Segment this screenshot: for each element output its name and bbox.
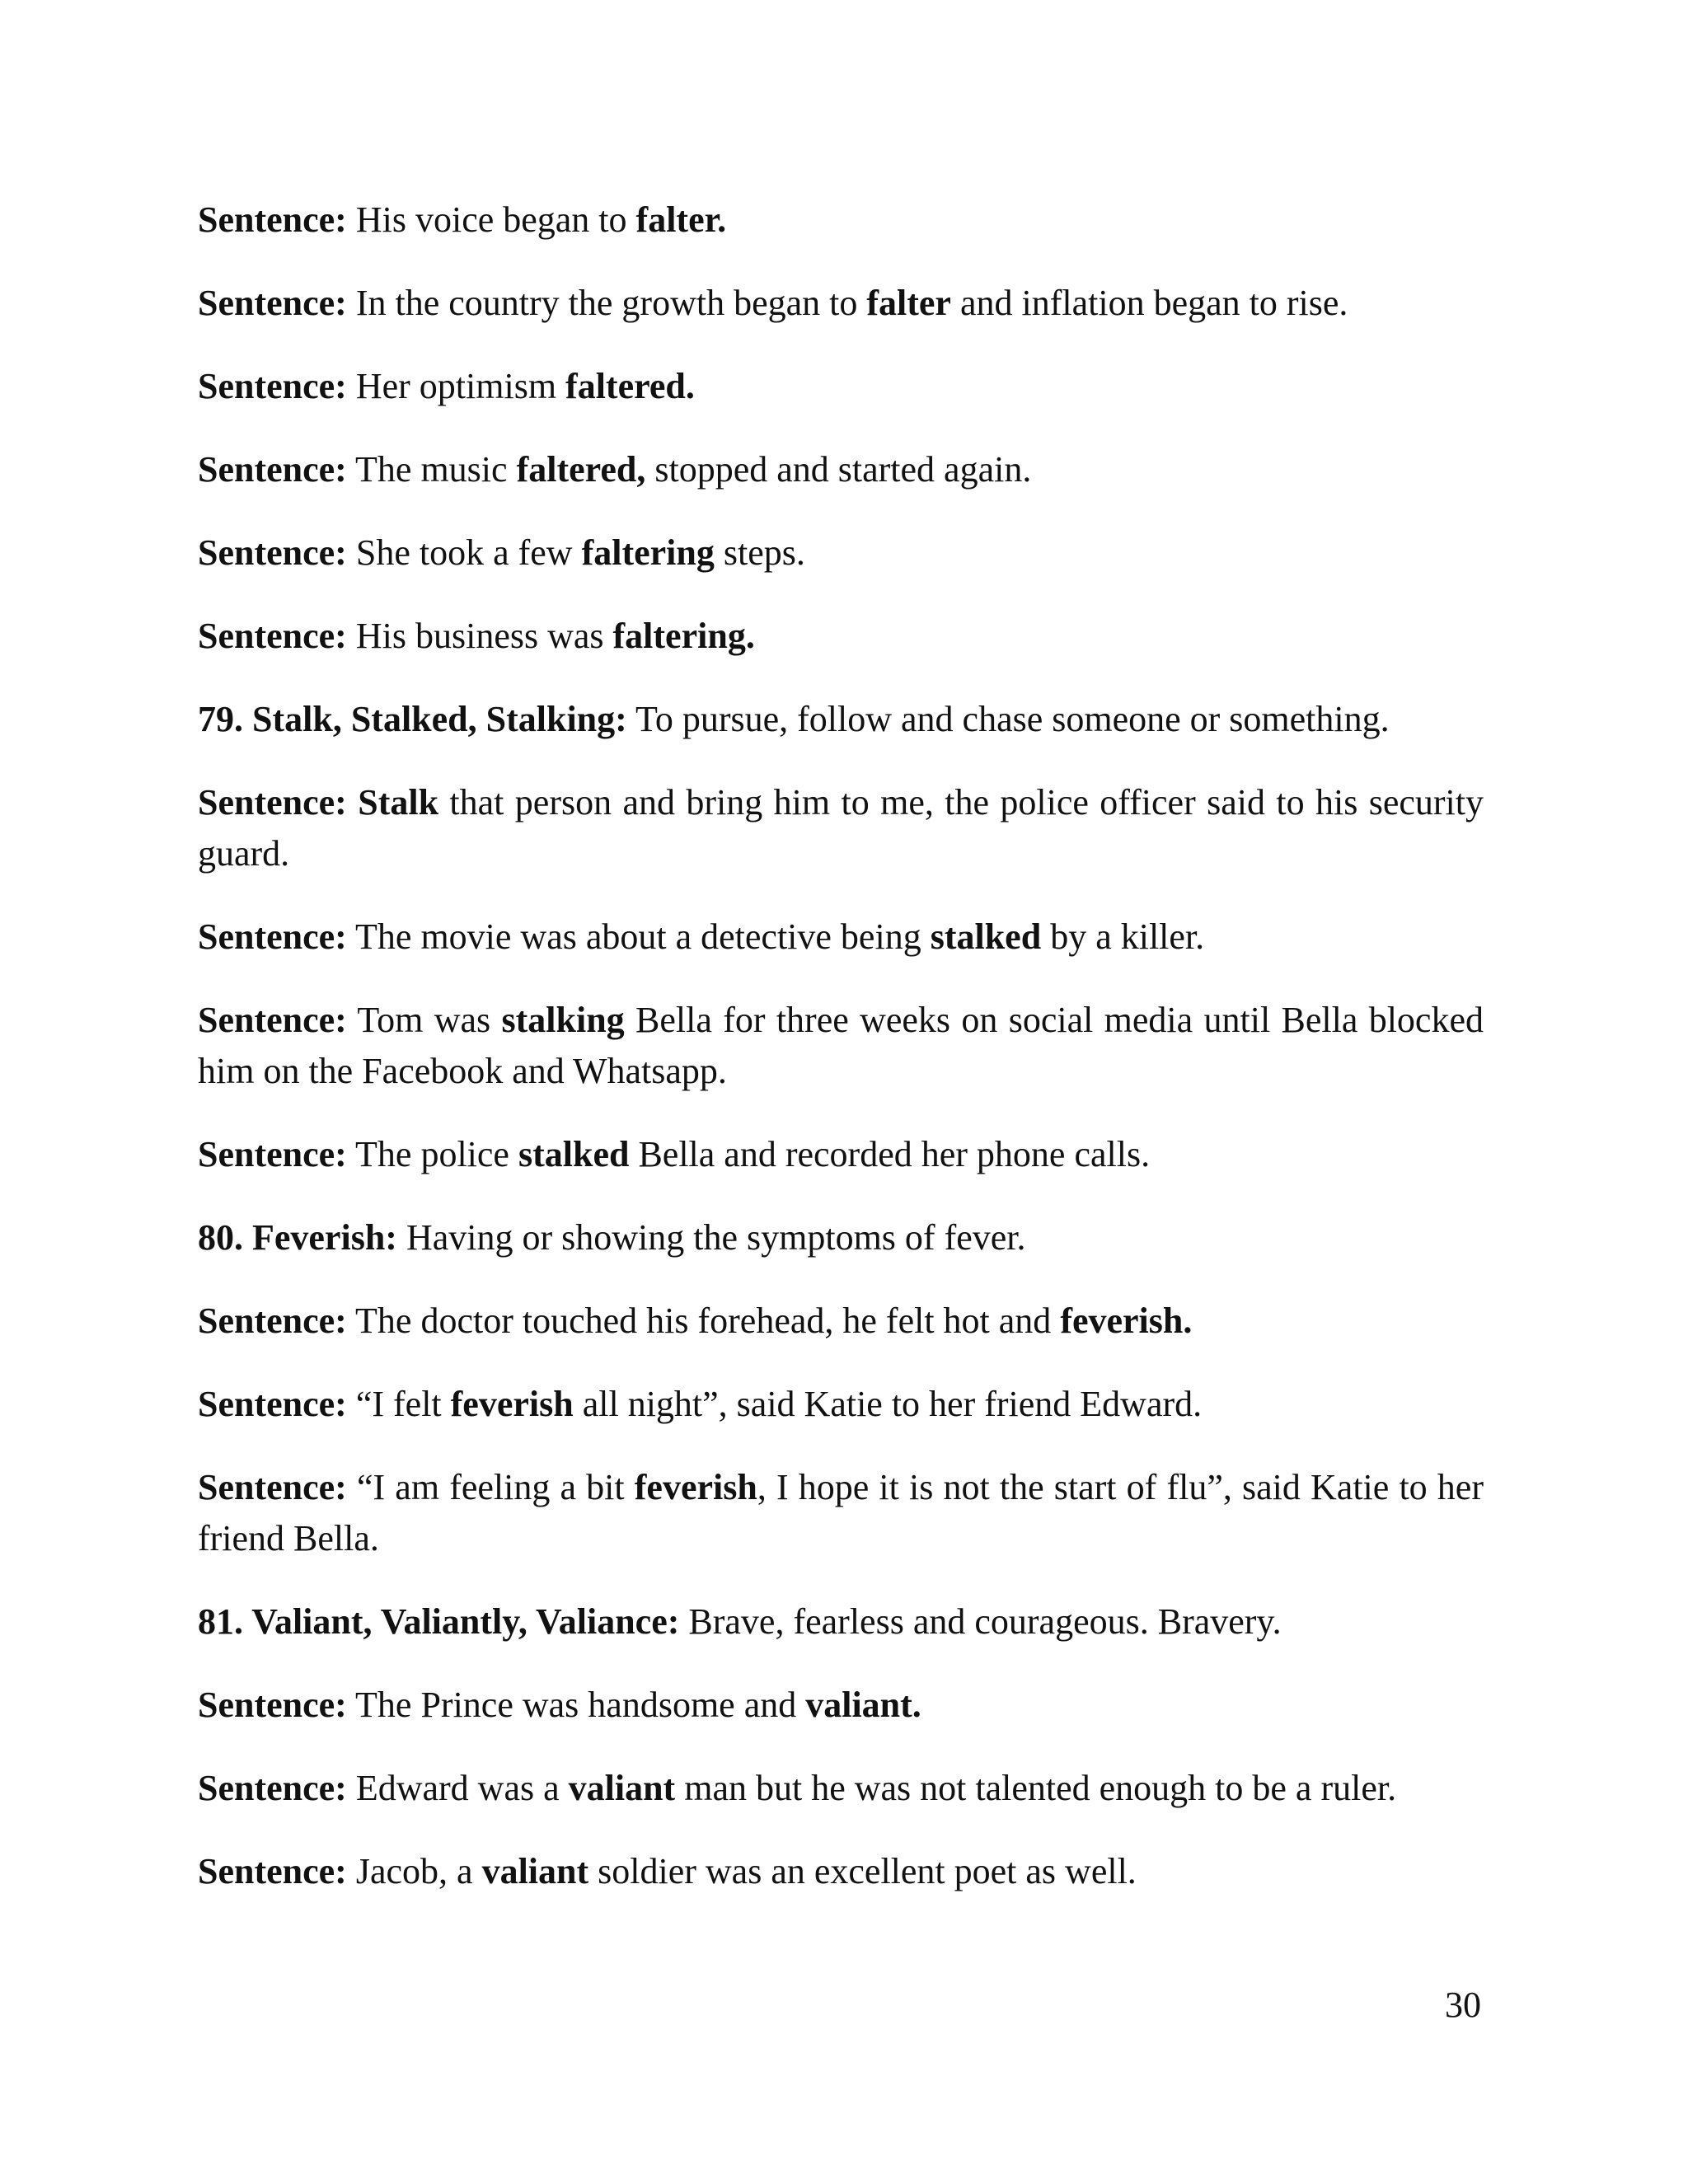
paragraph: [198, 278, 1484, 329]
text-run: man but he was not talented enough to be a ruler.: [675, 1768, 1397, 1808]
text-run: Bella and recorded her phone calls.: [629, 1134, 1151, 1174]
paragraph: [198, 1462, 1484, 1564]
paragraph: [198, 444, 1484, 495]
bold-text: stalked: [518, 1134, 630, 1174]
text-run: “I am feeling a bit: [346, 1467, 635, 1507]
bold-text: falter.: [635, 199, 727, 240]
text-run: Her optimism: [346, 366, 566, 406]
text-run: In the country the growth began to: [346, 283, 867, 323]
bold-text: faltering.: [612, 616, 755, 656]
text-run: that person and bring him to me, the police officer said to his security guard.: [198, 782, 1484, 874]
bold-text: feverish.: [1060, 1301, 1193, 1341]
text-run: and inflation began to rise.: [950, 283, 1348, 323]
page-number: 30: [1445, 1985, 1481, 2025]
text-run: His voice began to: [346, 199, 636, 240]
text-run: His business was: [346, 616, 613, 656]
paragraph: [198, 1763, 1484, 1814]
text-run: “I felt: [346, 1384, 451, 1424]
paragraph: [198, 777, 1484, 879]
text-run: by a killer.: [1041, 916, 1205, 957]
bold-text: valiant.: [805, 1685, 921, 1725]
bold-text: Sentence:: [198, 199, 347, 240]
paragraph: [198, 194, 1484, 246]
paragraph: [198, 1379, 1484, 1430]
bold-text: Sentence:: [198, 1685, 347, 1725]
bold-text: 79. Stalk, Stalked, Stalking:: [198, 699, 627, 739]
bold-text: Sentence:: [198, 916, 347, 957]
text-run: steps.: [714, 532, 805, 573]
bold-text: Sentence:: [198, 1301, 347, 1341]
bold-text: Sentence:: [198, 1134, 347, 1174]
bold-text: falter: [866, 283, 951, 323]
bold-text: stalked: [930, 916, 1042, 957]
bold-text: faltered,: [516, 449, 646, 490]
text-run: stopped and started again.: [645, 449, 1032, 490]
bold-text: Sentence:: [198, 532, 347, 573]
text-run: Having or showing the symptoms of fever.: [396, 1217, 1026, 1258]
bold-text: Sentence:: [198, 283, 347, 323]
bold-text: Sentence: Stalk: [198, 782, 439, 823]
bold-text: feverish: [634, 1467, 757, 1507]
text-run: The music: [346, 449, 517, 490]
bold-text: Sentence:: [198, 1768, 347, 1808]
paragraph: [198, 1680, 1484, 1731]
bold-text: Sentence:: [198, 1851, 347, 1891]
text-run: To pursue, follow and chase someone or something.: [626, 699, 1390, 739]
paragraph: [198, 527, 1484, 579]
paragraph: [198, 1212, 1484, 1263]
bold-text: Sentence:: [198, 1467, 347, 1507]
bold-text: Sentence:: [198, 1384, 347, 1424]
text-run: The movie was about a detective being: [346, 916, 931, 957]
text-run: Bella for three weeks on social media until Bella blocked him on the Facebook and Whatsapp.: [198, 1000, 1484, 1091]
paragraph: [198, 1596, 1484, 1647]
text-run: all night”, said Katie to her friend Edward.: [573, 1384, 1203, 1424]
text-run: The Prince was handsome and: [346, 1685, 806, 1725]
text-run: Edward was a: [346, 1768, 569, 1808]
paragraph: [198, 1129, 1484, 1180]
paragraph: [198, 1846, 1484, 1897]
page-body: [198, 194, 1484, 1929]
paragraph: [198, 694, 1484, 745]
paragraph: [198, 1296, 1484, 1347]
bold-text: faltering: [581, 532, 715, 573]
bold-text: Sentence:: [198, 449, 347, 490]
bold-text: faltered.: [565, 366, 695, 406]
paragraph: [198, 912, 1484, 963]
bold-text: feverish: [450, 1384, 574, 1424]
text-run: Tom was: [346, 1000, 502, 1040]
bold-text: stalking: [501, 1000, 625, 1040]
text-run: Jacob, a: [346, 1851, 482, 1891]
text-run: soldier was an excellent poet as well.: [588, 1851, 1137, 1891]
bold-text: Sentence:: [198, 1000, 347, 1040]
bold-text: Sentence:: [198, 366, 347, 406]
text-run: She took a few: [346, 532, 582, 573]
paragraph: [198, 995, 1484, 1097]
bold-text: valiant: [481, 1851, 589, 1891]
text-run: The police: [346, 1134, 518, 1174]
paragraph: [198, 361, 1484, 412]
bold-text: Sentence:: [198, 616, 347, 656]
bold-text: valiant: [568, 1768, 676, 1808]
text-run: The doctor touched his forehead, he felt hot and: [346, 1301, 1061, 1341]
text-run: , I hope it is not the start of flu”, said Katie to her friend Bella.: [198, 1467, 1484, 1558]
paragraph: [198, 611, 1484, 662]
text-run: Brave, fearless and courageous. Bravery.: [679, 1601, 1282, 1642]
bold-text: 80. Feverish:: [198, 1217, 397, 1258]
bold-text: 81. Valiant, Valiantly, Valiance:: [198, 1601, 680, 1642]
